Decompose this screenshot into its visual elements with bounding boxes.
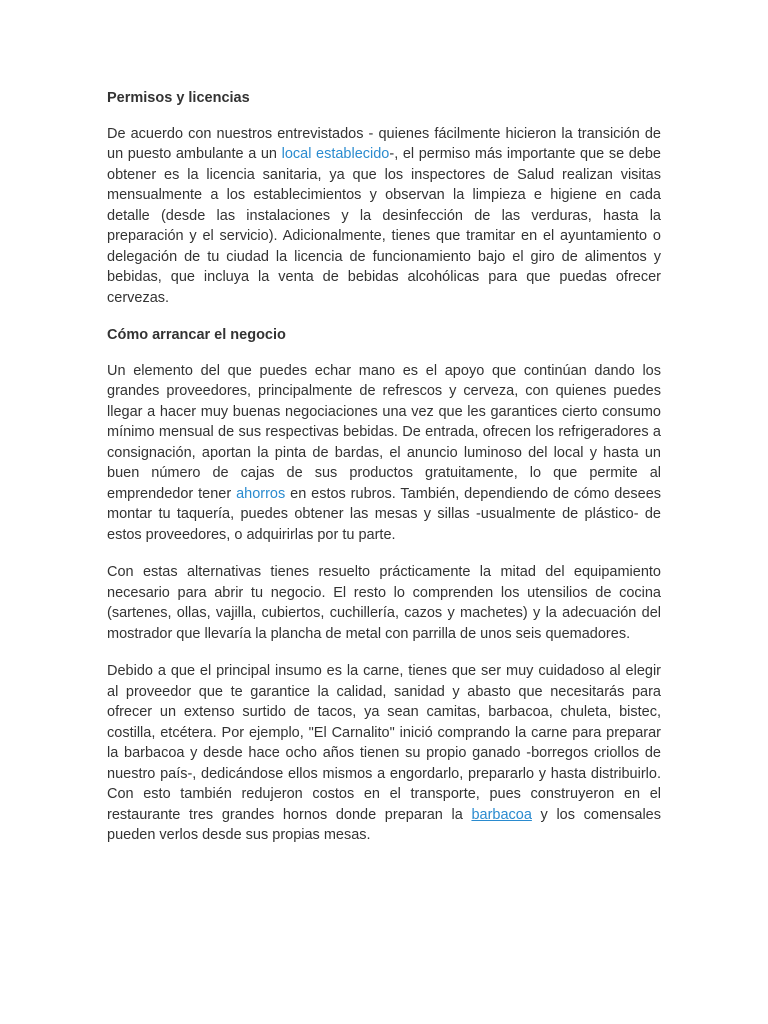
document-page — [107, 88, 661, 846]
ahorros-link[interactable]: ahorros — [236, 485, 286, 502]
paragraph-text: Debido a que el principal insumo es la carne, tienes que ser muy cuidadoso al elegir al proveedor que te garantice la calidad, sanidad y abasto que necesitarás para ofrecer un extenso surtido de tacos, ya sean camitas, barbacoa, chuleta, bistec, costilla, etcétera. Por ejemplo, "El Carnalito" inició comprando la carne para preparar la barbacoa y desde hace ocho años tienen su propio ganado -borregos criollos de nuestro país-, dedicándose ellos mismos a engordarlo, prepararlo y hasta distribuirlo. Con esto también redujeron costos en el transporte, pues construyeron en el restaurante tres grandes hornos donde preparan la — [107, 663, 661, 823]
section-heading-permisos: Permisos y licencias — [107, 90, 250, 106]
paragraph-carne — [107, 661, 661, 846]
paragraph-text: Un elemento del que puedes echar mano es el apoyo que continúan dando los grandes proveedores, principalmente de refrescos y cerveza, con quienes puedes llegar a hacer muy buenas negociaciones una vez que les garantices cierto consumo mínimo mensual de sus respectivas bebidas. De entrada, ofrecen los refrigeradores a consignación, aportan la pinta de bardas, el anuncio luminoso del local y hasta un buen número de cajas de sus productos gratuitamente, lo que permite al emprendedor tener — [107, 362, 661, 502]
barbacoa-link[interactable]: barbacoa — [471, 806, 532, 823]
section-heading-arrancar: Cómo arrancar el negocio — [107, 327, 286, 343]
paragraph-text: y los comensales pueden verlos desde sus propias mesas. — [107, 806, 662, 843]
paragraph-text: -, el permiso más importante que se debe obtener es la licencia sanitaria, ya que los inspectores de Salud realizan visitas mensualmente a los establecimientos y observan la limpieza e higiene en cada detalle (desde las instalaciones y la desinfección de las verduras, hasta la preparación y el servicio). Adicionalmente, tienes que tramitar en el ayuntamiento o delegación de tu ciudad la licencia de funcionamiento bajo el giro de alimentos y bebidas, que incluya la venta de bebidas alcohólicas para que puedas ofrecer cervezas. — [107, 146, 661, 306]
paragraph-equipamiento: Con estas alternativas tienes resuelto prácticamente la mitad del equipamiento necesario para abrir tu negocio. El resto lo comprenden los utensilios de cocina (sartenes, ollas, vajilla, cubiertos, cuchillería, cazos y machetes) y la adecuación del mostrador que llevaría la plancha de metal con parrilla de unos seis quemadores. — [107, 564, 661, 642]
paragraph-text: De acuerdo con nuestros entrevistados - quienes fácilmente hicieron la transición de un puesto ambulante a un — [107, 125, 661, 162]
local-establecido-link[interactable]: local establecido — [281, 146, 390, 162]
paragraph-permisos — [107, 124, 661, 309]
paragraph-proveedores — [107, 361, 661, 546]
paragraph-text: en estos rubros. También, dependiendo de cómo desees montar tu taquería, puedes obtener las mesas y sillas -usualmente de plástico- de estos proveedores, o adquirirlas por tu parte. — [107, 485, 662, 543]
